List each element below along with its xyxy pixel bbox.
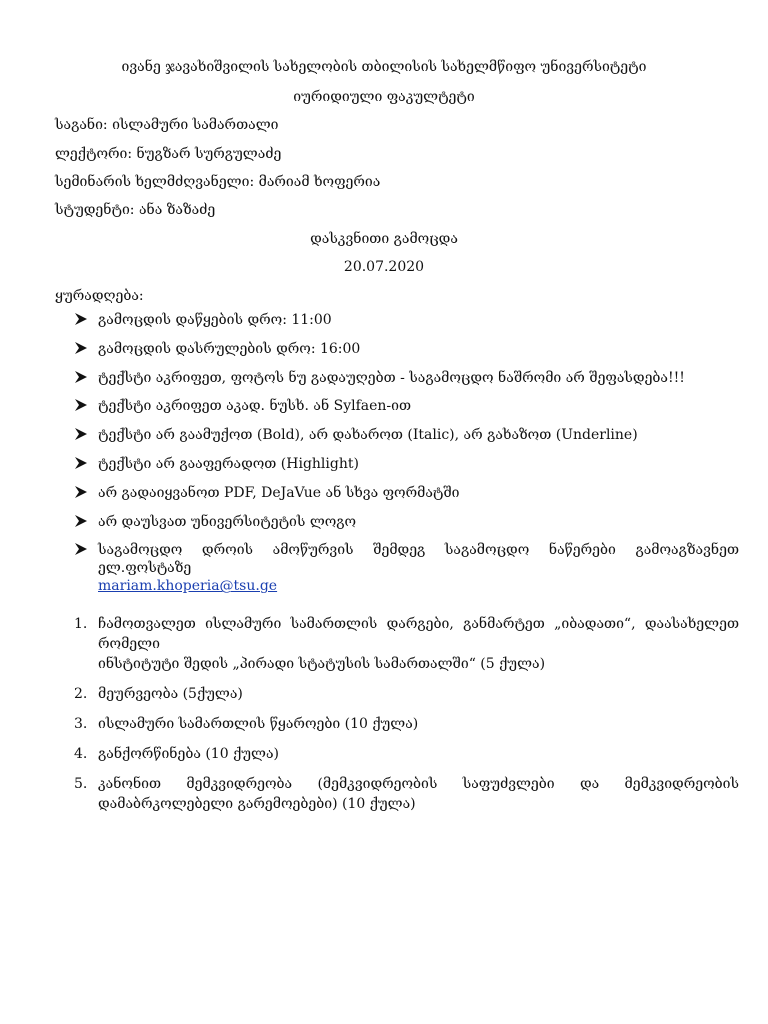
instruction-text: ტექსტი აკრიფეთ აკად. ნუსხ. ან Sylfaen-ით (98, 398, 412, 415)
instruction-text: გამოცდის დასრულების დრო: 16:00 (98, 340, 361, 357)
arrow-bullet-icon (74, 542, 88, 556)
arrow-bullet-icon (74, 514, 88, 528)
question-text: მეურვეობა (5ქულა) (98, 686, 243, 702)
faculty-title: იურიდიული ფაკულტეტი (293, 89, 475, 105)
list-item (74, 311, 739, 340)
questions-list (74, 614, 739, 824)
list-item (74, 340, 739, 369)
arrow-bullet-icon (74, 398, 88, 412)
seminar-leader-line: სემინარის ხელმძღვანელი: მარიამ ხოფერია (55, 174, 381, 190)
instruction-text: არ დაუსვათ უნივერსიტეტის ლოგო (98, 513, 357, 530)
question-item (74, 714, 739, 734)
question-item (74, 774, 739, 814)
instruction-text: საგამოცდო დროის ამოწურვის შემდეგ საგამოცდო ნაწერები გამოაგზავნეთ ელ.ფოსტაზე (98, 542, 739, 577)
exam-date: 20.07.2020 (343, 259, 425, 275)
question-text-line1: კანონით მემკვიდრეობა (მემკვიდრეობის საფუძვლები და მემკვიდრეობის (98, 776, 739, 792)
instruction-text: გამოცდის დაწყების დრო: 11:00 (98, 312, 332, 328)
question-text-line1: ჩამოთვალეთ ისლამური სამართლის დარგები, განმარტეთ „იბადათი“, დაასახელეთ რომელი (98, 616, 739, 652)
question-number: 1. (74, 616, 88, 632)
email-link[interactable]: mariam.khoperia@tsu.ge (98, 578, 278, 595)
question-number: 5. (74, 776, 88, 792)
arrow-bullet-icon (74, 427, 88, 441)
arrow-bullet-icon (74, 485, 88, 499)
question-text-line2: დამაბრკოლებელი გარემოებები) (10 ქულა) (98, 796, 416, 812)
list-item (74, 541, 739, 595)
university-title: ივანე ჯავახიშვილის სახელობის თბილისის სახელმწიფო უნივერსიტეტი (121, 59, 647, 75)
question-text-line2: ინსტიტუტი შედის „პირადი სტატუსის სამართალში“ (5 ქულა) (98, 656, 546, 672)
notice-label: ყურადღება: (55, 288, 144, 304)
list-item (74, 513, 739, 542)
arrow-bullet-icon (74, 456, 88, 470)
question-item (74, 744, 739, 764)
instruction-text: ტექსტი არ გააფერადოთ (Highlight) (98, 455, 359, 472)
question-number: 2. (74, 686, 88, 702)
exam-title: დასკვნითი გამოცდა (310, 231, 458, 247)
question-number: 3. (74, 716, 88, 732)
instructions-list (74, 311, 739, 595)
question-item (74, 684, 739, 704)
question-text: განქორწინება (10 ქულა) (98, 746, 279, 762)
instruction-text: არ გადაიყვანოთ PDF, DeJaVue ან სხვა ფორმატში (98, 484, 460, 501)
list-item (74, 484, 739, 513)
question-number: 4. (74, 746, 88, 762)
lecturer-line: ლექტორი: ნუგზარ სურგულაძე (55, 146, 282, 162)
arrow-bullet-icon (74, 312, 88, 326)
list-item (74, 397, 739, 426)
list-item (74, 455, 739, 484)
question-item (74, 614, 739, 674)
student-line: სტუდენტი: ანა ზაზაძე (55, 202, 216, 218)
list-item (74, 426, 739, 455)
arrow-bullet-icon (74, 370, 88, 384)
list-item (74, 369, 739, 398)
instruction-text: ტექსტი აკრიფეთ, ფოტოს ნუ გადაუღებთ - საგამოცდო ნაშრომი არ შეფასდება!!! (98, 369, 685, 386)
question-text: ისლამური სამართლის წყაროები (10 ქულა) (98, 716, 419, 732)
subject-line: საგანი: ისლამური სამართალი (55, 117, 279, 133)
instruction-text: ტექსტი არ გაამუქოთ (Bold), არ დახაროთ (Italic), არ გახაზოთ (Underline) (98, 427, 638, 444)
arrow-bullet-icon (74, 341, 88, 355)
